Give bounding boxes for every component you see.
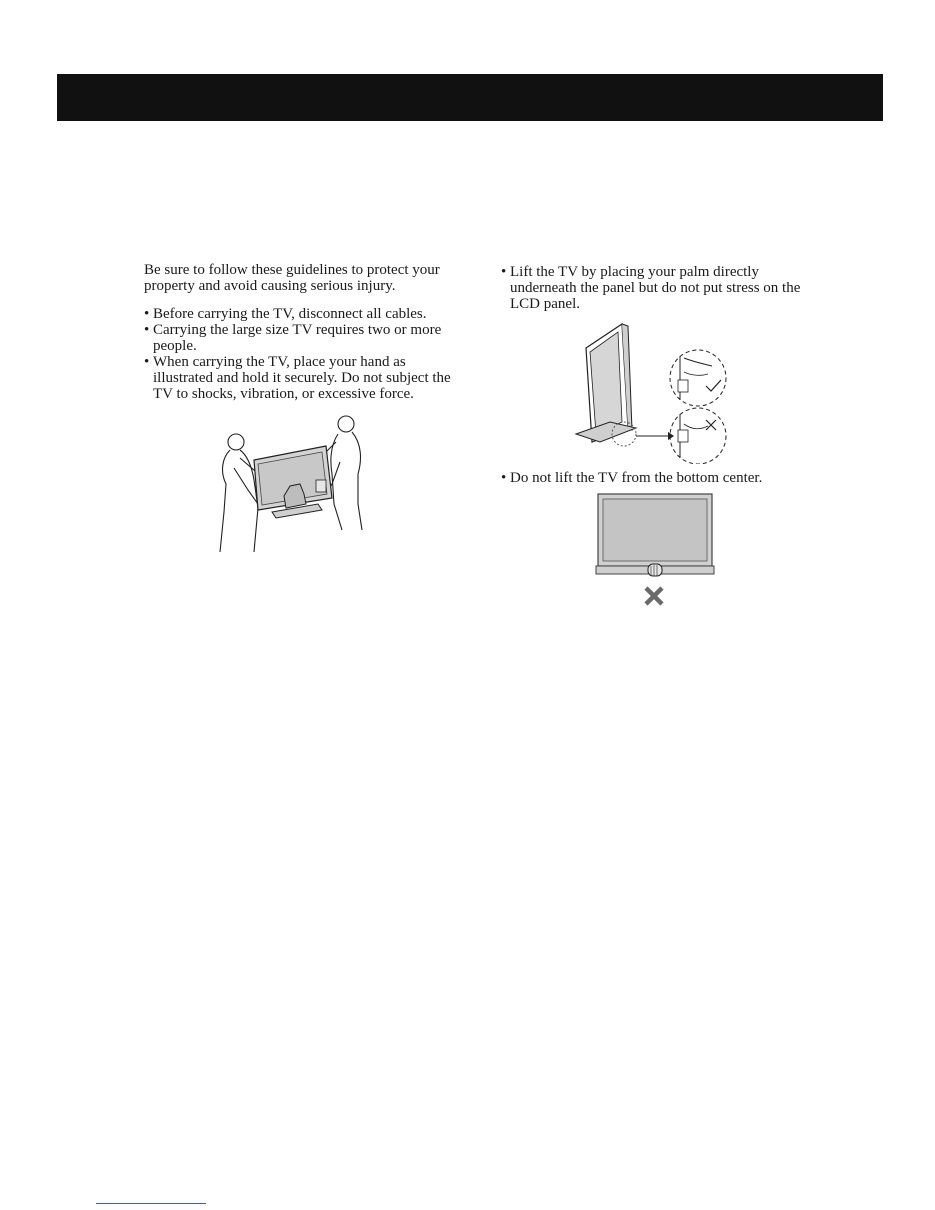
person-left-head — [228, 434, 244, 450]
palm-under-panel-illustration — [574, 318, 732, 464]
lift-instruction: • Lift the TV by placing your palm directly underneath the panel but do not put stress on the LCD panel. — [501, 264, 806, 312]
detail-correct — [670, 350, 726, 406]
list-item: • Carrying the large size TV requires two or more people. — [144, 322, 464, 354]
left-column — [144, 262, 464, 402]
check-icon — [706, 380, 721, 391]
list-item: • When carrying the TV, place your hand as illustrated and hold it securely. Do not subject the TV to shocks, vibration, or excessive force. — [144, 354, 464, 402]
list-item: • Before carrying the TV, disconnect all cables. — [144, 306, 464, 322]
cross-icon — [646, 588, 662, 604]
intro-text: Be sure to follow these guidelines to protect your property and avoid causing serious injury. — [144, 262, 440, 294]
do-not-lift-bottom-center-illustration — [594, 492, 716, 610]
person-left-back — [220, 450, 230, 552]
x-mark-icon — [706, 420, 716, 430]
header-bar — [57, 74, 883, 121]
footer-link-underline[interactable] — [96, 1203, 206, 1204]
hand — [648, 564, 662, 576]
two-people-carrying-tv-illustration — [214, 412, 366, 554]
carry-guidelines-list — [144, 306, 464, 402]
bottom-center-warning: • Do not lift the TV from the bottom center. — [501, 470, 806, 486]
person-right-head — [338, 416, 354, 432]
